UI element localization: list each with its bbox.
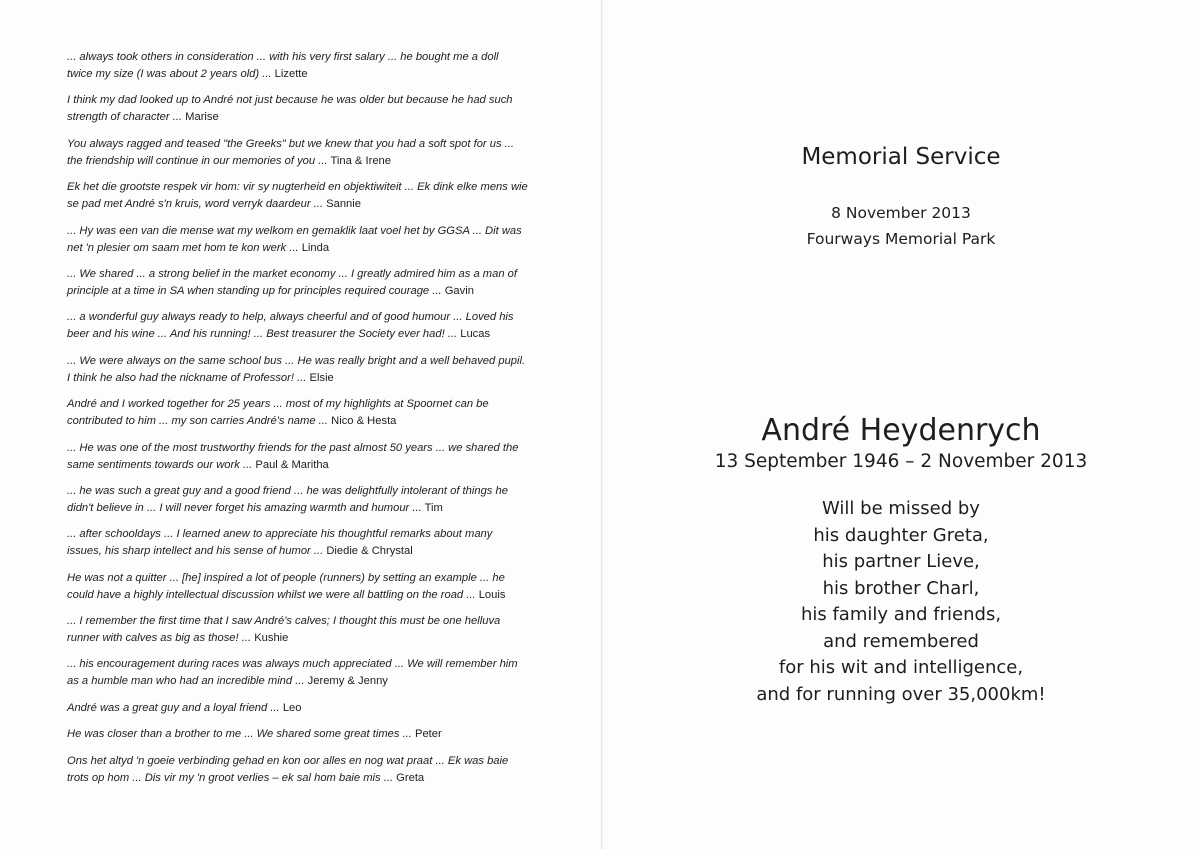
tribute-author: Diedie & Chrystal bbox=[326, 545, 413, 558]
tribute-quote-line: ... We were always on the same school bus ... He was really bright and a well behaved pupil. bbox=[67, 354, 526, 367]
tribute-quote-line: ... He was one of the most trustworthy friends for the past almost 50 years ... we shared the bbox=[67, 441, 519, 454]
remembrance-line: his daughter Greta, bbox=[813, 524, 989, 546]
tribute-quote-line: didn't believe in ... I will never forget his amazing warmth and humour ... bbox=[67, 501, 422, 514]
tribute-quote-line: se pad met André s'n kruis, word verryk daardeur ... bbox=[67, 198, 324, 211]
tribute-paragraph bbox=[67, 396, 582, 430]
tribute-author: Tim bbox=[424, 501, 443, 514]
tribute-author: Lizette bbox=[274, 68, 308, 80]
tribute-paragraph bbox=[67, 136, 582, 170]
cover-page bbox=[602, 0, 1200, 849]
deceased-name: André Heydenrych bbox=[761, 413, 1041, 448]
remembrance-line: and remembered bbox=[823, 630, 979, 652]
remembrance-line: his brother Charl, bbox=[822, 577, 980, 599]
tribute-paragraph bbox=[67, 656, 582, 690]
tribute-quote-line: strength of character ... bbox=[67, 111, 183, 124]
remembrance-line: for his wit and intelligence, bbox=[778, 657, 1024, 678]
tribute-author: Jeremy & Jenny bbox=[307, 675, 388, 688]
tribute-quote-line: André was a great guy and a loyal friend ... bbox=[67, 701, 280, 714]
tribute-quote-line: André and I worked together for 25 years ... most of my highlights at Spoornet can be bbox=[67, 398, 489, 411]
tribute-author: Greta bbox=[396, 771, 425, 784]
tribute-author: Lucas bbox=[460, 328, 491, 341]
tribute-paragraph bbox=[67, 49, 582, 83]
tribute-paragraph bbox=[67, 266, 582, 300]
tribute-author: Tina & Irene bbox=[330, 154, 391, 167]
tribute-quote-line: contributed to him ... my son carries André's name ... bbox=[67, 415, 329, 428]
service-title: Memorial Service bbox=[801, 144, 1001, 170]
tribute-quote-line: issues, his sharp intellect and his sense of humor ... bbox=[67, 545, 324, 558]
page-fold bbox=[601, 0, 603, 849]
tribute-author: Leo bbox=[282, 701, 302, 714]
tribute-paragraph bbox=[67, 92, 582, 126]
tribute-quote-line: ... after schooldays ... I learned anew to appreciate his thoughtful remarks about many bbox=[67, 528, 493, 541]
tribute-paragraph bbox=[67, 440, 582, 474]
tribute-author: Louis bbox=[478, 588, 506, 601]
tribute-quote-line: twice my size (I was about 2 years old) ... bbox=[67, 68, 272, 80]
tribute-paragraph bbox=[67, 613, 582, 647]
tribute-quote-line: You always ragged and teased "the Greeks" but we knew that you had a soft spot for us ... bbox=[67, 137, 515, 150]
tribute-quote-line: ... a wonderful guy always ready to help, always cheerful and of good humour ... Loved his bbox=[67, 311, 514, 324]
tribute-author: Linda bbox=[301, 241, 330, 254]
tribute-quote-line: ... always took others in consideration ... with his very first salary ... he bought me a doll bbox=[67, 51, 499, 63]
tribute-author: Sannie bbox=[326, 198, 361, 211]
tribute-paragraph bbox=[67, 309, 582, 343]
tribute-quote-line: ... his encouragement during races was always much appreciated ... We will remember him bbox=[67, 658, 518, 671]
tribute-quote-line: Ons het altyd 'n goeie verbinding gehad en kon oor alles en nog wat praat ... Ek was baie bbox=[67, 754, 509, 767]
tribute-quote-line: beer and his wine ... And his running! ... Best treasurer the Society ever had! ... bbox=[67, 328, 458, 341]
tribute-quote-line: runner with calves as big as those! ... bbox=[67, 632, 252, 645]
tribute-author: Nico & Hesta bbox=[331, 415, 397, 428]
tribute-author: Peter bbox=[415, 728, 442, 741]
tribute-quote-line: the friendship will continue in our memories of you ... bbox=[67, 154, 328, 167]
remembrance-line: and for running over 35,000km! bbox=[756, 683, 1046, 705]
remembrance-line: his partner Lieve, bbox=[822, 551, 980, 572]
tribute-paragraph bbox=[67, 570, 582, 604]
service-venue: Fourways Memorial Park bbox=[806, 230, 996, 248]
tribute-quote-line: as a humble man who had an incredible mind ... bbox=[67, 675, 305, 688]
tribute-quote-line: He was not a quitter ... [he] inspired a lot of people (runners) by setting an example ... he bbox=[67, 571, 505, 584]
remembrance-line: his family and friends, bbox=[800, 604, 1002, 625]
tribute-quote-line: same sentiments towards our work ... bbox=[67, 458, 253, 471]
tribute-quote-line: ... We shared ... a strong belief in the market economy ... I greatly admired him as a man of bbox=[67, 267, 517, 280]
tribute-paragraph bbox=[67, 700, 582, 717]
tribute-paragraph bbox=[67, 753, 582, 787]
tribute-paragraph bbox=[67, 353, 582, 387]
tribute-quote-line: principle at a time in SA when standing up for principles required courage ... bbox=[67, 284, 442, 297]
tribute-paragraph bbox=[67, 526, 582, 560]
tribute-quote-line: I think he also had the nickname of Professor! ... bbox=[67, 371, 307, 384]
tributes-list bbox=[67, 49, 582, 787]
tribute-paragraph bbox=[67, 483, 582, 517]
tribute-paragraph bbox=[67, 179, 582, 213]
remembrance-text bbox=[602, 496, 1200, 708]
tribute-quote-line: could have a highly intellectual discussion whilst we were all battling on the road ... bbox=[67, 588, 476, 601]
tribute-quote-line: ... Hy was een van die mense wat my welkom en gemaklik laat voel het by GGSA ... Dit was bbox=[67, 224, 522, 237]
tribute-quote-line: I think my dad looked up to André not just because he was older but because he had such bbox=[67, 94, 513, 107]
tribute-author: Paul & Maritha bbox=[255, 458, 329, 471]
tribute-author: Kushie bbox=[254, 632, 289, 645]
tribute-quote-line: ... he was such a great guy and a good friend ... he was delightfully intolerant of things he bbox=[67, 484, 508, 497]
tribute-quote-line: ... I remember the first time that I saw André's calves; I thought this must be one helluva bbox=[67, 615, 501, 628]
tribute-author: Elsie bbox=[309, 371, 334, 384]
tribute-quote-line: trots op hom ... Dis vir my 'n groot verlies – ek sal hom baie mis ... bbox=[67, 771, 394, 784]
tribute-quote-line: He was closer than a brother to me ... We shared some great times ... bbox=[67, 728, 412, 741]
service-date: 8 November 2013 bbox=[831, 204, 971, 222]
tribute-quote-line: Ek het die grootste respek vir hom: vir sy nugterheid en objektiwiteit ... Ek dink elke mens wie bbox=[67, 181, 528, 194]
tribute-author: Gavin bbox=[444, 284, 474, 297]
deceased-dates: 13 September 1946 – 2 November 2013 bbox=[714, 451, 1088, 472]
tribute-paragraph bbox=[67, 726, 582, 743]
remembrance-line: Will be missed by bbox=[822, 498, 980, 519]
tribute-quote-line: net 'n plesier om saam met hom te kon werk ... bbox=[67, 241, 299, 254]
tribute-author: Marise bbox=[185, 111, 219, 124]
tribute-paragraph bbox=[67, 223, 582, 257]
